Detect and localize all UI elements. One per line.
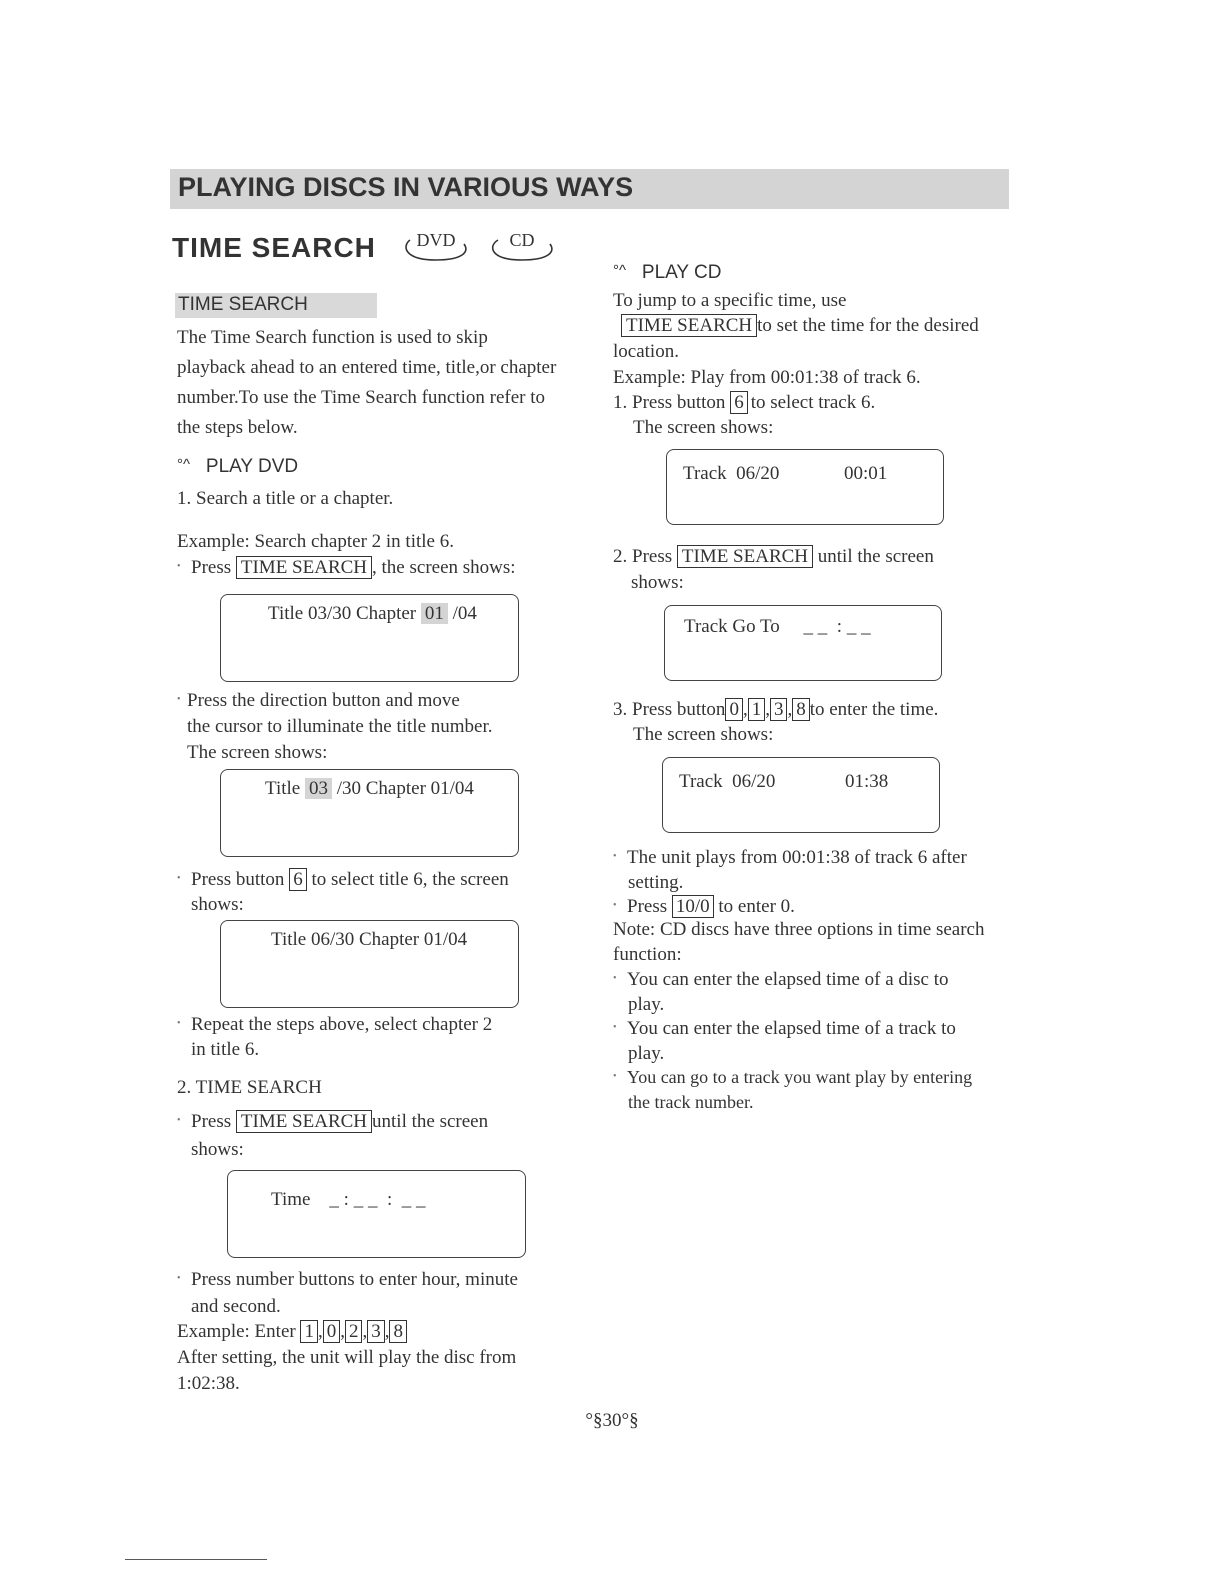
play-dvd-heading — [177, 456, 298, 478]
bullet-text: , the screen shows: — [372, 557, 516, 578]
bullet-text: until the screen — [372, 1111, 489, 1132]
highlighted-chapter: 01 — [421, 603, 448, 624]
cd-text: to set the time for the desired — [757, 315, 979, 336]
screen-track: Track 06/20 — [683, 463, 780, 484]
step-text: to select track 6. — [750, 392, 876, 413]
screen-text-part: /30 Chapter 01/04 — [331, 778, 474, 799]
key-3: 3 — [367, 1320, 385, 1343]
bullet-text: The screen shows: — [187, 742, 328, 763]
screen-text: Time _ : _ _ : _ _ — [271, 1189, 426, 1210]
cd-step2 — [613, 544, 934, 595]
step-text: The screen shows: — [633, 417, 774, 438]
bullet-icon: • — [613, 1071, 617, 1082]
bullet-icon: • — [177, 1115, 181, 1126]
cd-note — [613, 917, 984, 967]
intro-line: The Time Search function is used to skip — [177, 327, 488, 348]
cd-option-3 — [613, 1064, 972, 1115]
bullet-text: and second. — [191, 1296, 281, 1317]
dvd-logo-label: DVD — [416, 230, 456, 250]
dvd-logo-icon — [402, 232, 470, 266]
bullet-icon: • — [613, 851, 617, 862]
bullet-icon: • — [177, 1273, 181, 1284]
highlighted-title: 03 — [305, 778, 332, 799]
time-search-step-title: 2. TIME SEARCH — [177, 1077, 322, 1098]
screen-text-part: /04 — [447, 603, 477, 624]
key-6: 6 — [289, 868, 307, 891]
bullet-text: The unit plays from 00:01:38 of track 6 after — [627, 847, 967, 868]
bullet-icon: • — [613, 1022, 617, 1033]
time-search-key: TIME SEARCH — [236, 1110, 372, 1133]
play-cd-marker: °^ — [613, 262, 627, 279]
bullet-text: to select title 6, the screen — [311, 869, 509, 890]
cd-logo-icon — [488, 232, 556, 266]
cd-option-1 — [613, 966, 949, 1017]
bullet-text: the cursor to illuminate the title number. — [187, 716, 493, 737]
step-text: 1. Press button — [613, 392, 726, 413]
cd-screen-3 — [662, 757, 940, 833]
screen-display-1 — [220, 594, 519, 682]
screen-time: 00:01 — [844, 463, 888, 484]
step-text: The screen shows: — [633, 724, 774, 745]
step-text: to enter the time. — [809, 699, 939, 720]
after-line: After setting, the unit will play the disc from — [177, 1347, 517, 1368]
option-text: play. — [628, 1043, 665, 1064]
option-text: You can enter the elapsed time of a track to — [627, 1018, 956, 1039]
time-search-key: TIME SEARCH — [621, 314, 757, 337]
bullet-icon: • — [177, 561, 181, 572]
dvd-bullet4 — [177, 1011, 492, 1062]
step-text: 3. Press button — [613, 699, 726, 720]
option-text: the track number. — [628, 1092, 754, 1112]
page-number: °§30°§ — [585, 1410, 639, 1431]
ts-example: Example: Enter 1 , 0 , 2 , 3 , 8 — [177, 1319, 407, 1344]
screen-track: Track 06/20 — [679, 771, 776, 792]
screen-text — [265, 778, 474, 800]
cd-option-2 — [613, 1015, 956, 1066]
intro-line: number.To use the Time Search function refer to — [177, 387, 546, 408]
cd-logo-label: CD — [509, 230, 535, 250]
bullet-icon: • — [177, 694, 181, 705]
dvd-example: Example: Search chapter 2 in title 6. — [177, 531, 454, 552]
cd-bullet-a — [613, 844, 967, 895]
footer-divider — [125, 1559, 267, 1560]
bullet-icon: • — [177, 1018, 181, 1029]
intro-line: the steps below. — [177, 417, 298, 438]
intro-line: playback ahead to an entered time, title,or chapter — [177, 357, 557, 378]
step-text: 2. Press — [613, 546, 673, 567]
step-text: until the screen — [817, 546, 934, 567]
screen-display-2 — [220, 769, 519, 857]
bullet-text: Press number buttons to enter hour, minute — [191, 1269, 518, 1290]
screen-display-3 — [220, 920, 519, 1008]
note-text: function: — [613, 944, 682, 965]
bullet-text: Repeat the steps above, select chapter 2 — [191, 1014, 493, 1035]
play-dvd-title: PLAY DVD — [205, 456, 299, 477]
key-2: 2 — [345, 1320, 363, 1343]
dvd-step1: 1. Search a title or a chapter. — [177, 488, 394, 509]
cd-step3: 3. Press button 0 , 1 , 3 , 8 to enter the time. The screen shows: — [613, 699, 939, 745]
bullet-text: Press — [627, 896, 668, 917]
cd-example: Example: Play from 00:01:38 of track 6. — [613, 367, 921, 388]
bullet-text: shows: — [191, 1139, 244, 1160]
time-search-key: TIME SEARCH — [677, 545, 813, 568]
bullet-text: Press — [191, 557, 232, 578]
bullet-text: setting. — [628, 872, 684, 893]
key-10-0: 10/0 — [672, 895, 714, 918]
cd-step1 — [613, 390, 875, 440]
time-search-label: TIME SEARCH — [178, 294, 308, 315]
ts-after — [177, 1345, 516, 1396]
cd-line2 — [621, 313, 979, 338]
ts-bullet1 — [177, 1108, 488, 1162]
after-line: 1:02:38. — [177, 1373, 240, 1394]
key-8: 8 — [389, 1320, 407, 1343]
key-0: 0 — [725, 698, 743, 721]
screen-text-part: Title 03/30 Chapter — [268, 603, 421, 624]
bullet-text: shows: — [191, 894, 244, 915]
play-dvd-marker: °^ — [177, 456, 191, 473]
key-8: 8 — [792, 698, 810, 721]
dvd-bullet1 — [177, 554, 516, 580]
step-text: shows: — [631, 572, 684, 593]
cd-line1: To jump to a specific time, use — [613, 290, 847, 311]
bullet-icon: • — [613, 900, 617, 911]
key-1: 1 — [748, 698, 766, 721]
screen-text — [268, 603, 477, 625]
key-3: 3 — [770, 698, 788, 721]
screen-text: Title 06/30 Chapter 01/04 — [271, 929, 468, 950]
play-cd-title: PLAY CD — [641, 262, 722, 283]
key-1: 1 — [300, 1320, 318, 1343]
option-text: play. — [628, 994, 665, 1015]
note-text: Note: CD discs have three options in time search — [613, 919, 985, 940]
intro-paragraph — [177, 323, 556, 443]
key-6: 6 — [730, 391, 748, 414]
banner-title: PLAYING DISCS IN VARIOUS WAYS — [178, 172, 634, 202]
play-cd-heading — [613, 262, 721, 284]
cd-screen-2 — [664, 605, 942, 681]
screen-text: Track Go To _ _ : _ _ — [684, 616, 871, 637]
option-text: You can go to a track you want play by entering — [627, 1067, 973, 1087]
bullet-text: in title 6. — [191, 1039, 260, 1060]
cd-line3: location. — [613, 341, 679, 362]
bullet-text: to enter 0. — [718, 896, 795, 917]
key-0: 0 — [323, 1320, 341, 1343]
cd-bullet-b — [613, 893, 795, 919]
option-text: You can enter the elapsed time of a disc to — [627, 969, 949, 990]
bullet-icon: • — [177, 873, 181, 884]
dvd-bullet2 — [177, 687, 493, 765]
cd-screen-1 — [666, 449, 944, 525]
bullet-text: Press — [191, 1111, 232, 1132]
time-search-key: TIME SEARCH — [236, 556, 372, 579]
page-heading: TIME SEARCH — [172, 232, 376, 263]
screen-time: 01:38 — [845, 771, 889, 792]
dvd-bullet3 — [177, 866, 509, 917]
screen-display-time — [227, 1170, 526, 1258]
ts-bullet2 — [177, 1266, 518, 1319]
bullet-text: Press the direction button and move — [187, 690, 460, 711]
bullet-text: Press button — [191, 869, 285, 890]
screen-text-part: Title — [265, 778, 305, 799]
bullet-icon: • — [613, 973, 617, 984]
example-text: Example: Enter — [177, 1321, 296, 1342]
